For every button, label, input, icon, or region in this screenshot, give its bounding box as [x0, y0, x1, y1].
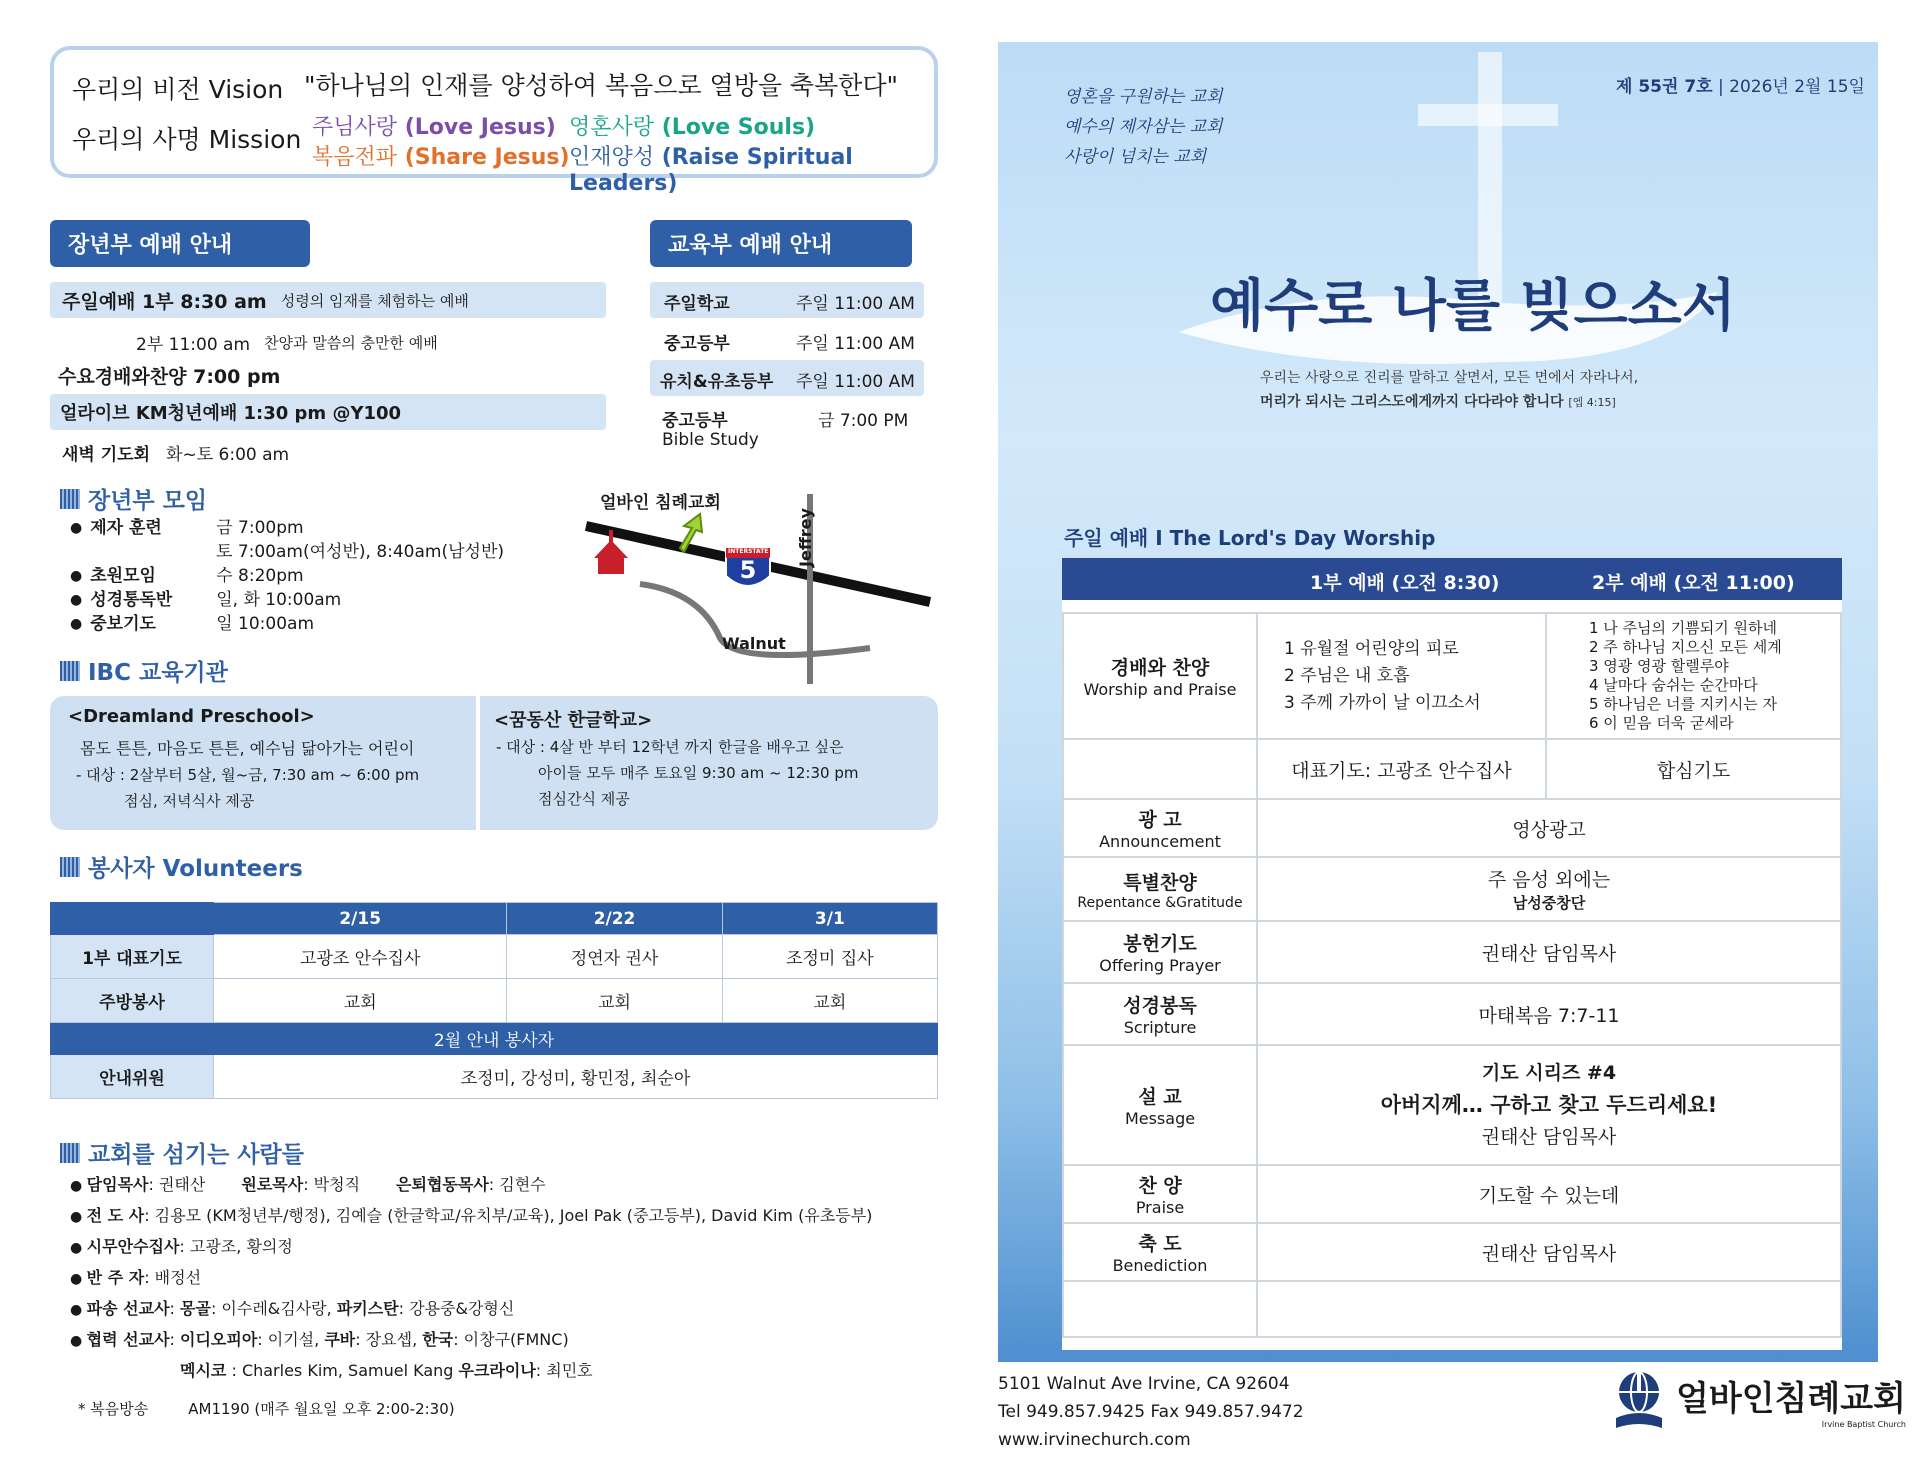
mission-item: 인재양성 (Raise Spiritual Leaders): [569, 145, 853, 196]
order-label: [1063, 739, 1257, 799]
staff-line: 멕시코 : Charles Kim, Samuel Kang 우크라이나: 최민호: [180, 1361, 593, 1380]
table-cell: 조정미 집사: [722, 935, 937, 979]
preschool-line: 몸도 튼튼, 마음도 튼튼, 예수님 닮아가는 어린이: [80, 739, 415, 758]
grid-icon: [60, 857, 80, 877]
staff-list: [70, 1170, 872, 1424]
broadcast-value: AM1190 (매주 월요일 오후 2:00-2:30): [188, 1400, 455, 1418]
meetings-list: [70, 516, 510, 636]
staff-title: 교회를 섬기는 사람들: [60, 1136, 304, 1169]
adult-worship-row: 새벽 기도회 화~토 6:00 am: [62, 445, 290, 465]
order-label: 축 도 Benediction: [1063, 1223, 1257, 1281]
preschool-line: 점심, 저녁식사 제공: [124, 792, 255, 810]
grid-icon: [60, 661, 80, 681]
date-header: 2/15: [214, 903, 507, 935]
table-cell: 교회: [722, 979, 937, 1023]
korean-school-name: <꿈동산 한글학교>: [494, 710, 653, 731]
table-cell: 정연자 권사: [507, 935, 722, 979]
mission-item: 주님사랑 (Love Jesus): [312, 115, 556, 140]
list-item: ● 제자 훈련 금 7:00pm: [70, 518, 304, 538]
order-value: 기도할 수 있는데: [1257, 1165, 1841, 1223]
adult-worship-row: 얼라이브 KM청년예배 1:30 pm @Y100: [50, 394, 606, 430]
volunteers-title: 봉사자 Volunteers: [60, 850, 303, 883]
grid-icon: [60, 489, 80, 509]
edu-worship-header: 교육부 예배 안내: [650, 220, 912, 267]
edu-row: 중고등부 주일 11:00 AM: [664, 334, 915, 354]
worship-title: 주일 예배 I The Lord's Day Worship: [1064, 526, 1436, 550]
order-label: 설 교 Message: [1063, 1045, 1257, 1165]
broadcast-label: * 복음방송: [78, 1400, 149, 1418]
order-label: 성경봉독 Scripture: [1063, 983, 1257, 1045]
adult-worship-header: 장년부 예배 안내: [50, 220, 310, 267]
edu-row: 주일학교 주일 11:00 AM: [650, 282, 924, 318]
list-item: ● 초원모임 수 8:20pm: [70, 566, 304, 586]
order-label: 찬 양 Praise: [1063, 1165, 1257, 1223]
staff-line: ● 파송 선교사: 몽골: 이수레&김사랑, 파키스탄: 강용중&강형신: [70, 1299, 515, 1318]
interstate-shield-icon: 5: [739, 556, 757, 584]
staff-line: ● 담임목사: 권태산 원로목사: 박청직 은퇴협동목사: 김현수: [70, 1175, 546, 1194]
edu-row: 유치&유초등부 주일 11:00 AM: [650, 360, 924, 396]
headline: 예수로 나를 빚으소서: [1210, 273, 1736, 339]
mission-label: 우리의 사명 Mission: [72, 125, 302, 154]
mission-item: 복음전파 (Share Jesus): [312, 145, 570, 170]
praise-list-2: 1 나 주님의 기쁨되기 원하네 2 주 하나님 지으신 모든 세계 3 영광 영광 할렐루야 4 날마다 숨쉬는 순간마다 5 하나님은 너를 지키시는 자 6 이 믿음 더욱 굳세라: [1546, 613, 1841, 739]
location-map: [580, 488, 940, 688]
prayer-2: 합심기도: [1546, 739, 1841, 799]
preschool-name: <Dreamland Preschool>: [68, 706, 315, 727]
order-value: 마태복음 7:7-11: [1257, 983, 1841, 1045]
staff-line: ● 전 도 사: 김용모 (KM청년부/행정), 김예슬 (한글학교/유치부/교육), Joel Pak (중고등부), David Kim (유초등부): [70, 1206, 873, 1225]
korean-school-line: - 대상 : 4살 반 부터 12학년 까지 한글을 배우고 싶은: [496, 738, 844, 756]
order-label: 봉헌기도 Offering Prayer: [1063, 921, 1257, 983]
list-item: 토 7:00am(여성반), 8:40am(남성반): [216, 542, 505, 562]
adult-worship-row: 주일예배 1부 8:30 am 성령의 임재를 체험하는 예배: [50, 282, 606, 318]
motto: 영혼을 구원하는 교회 예수의 제자삼는 교회 사랑이 넘치는 교회: [1064, 87, 1223, 167]
row-label: 안내위원: [51, 1055, 214, 1099]
month-banner: 2월 안내 봉사자: [51, 1023, 938, 1055]
address: 5101 Walnut Ave Irvine, CA 92604: [998, 1374, 1290, 1394]
adult-worship-row: 수요경배와찬양 7:00 pm: [58, 366, 281, 388]
table-cell: 조정미, 강성미, 황민정, 최순아: [214, 1055, 938, 1099]
phone: Tel 949.857.9425 Fax 949.857.9472: [998, 1402, 1304, 1422]
ibc-title: IBC 교육기관: [60, 654, 228, 687]
korean-school-line: 아이들 모두 매주 토요일 9:30 am ~ 12:30 pm: [538, 764, 859, 782]
row-label: 1부 대표기도: [51, 935, 214, 979]
volunteers-table: [50, 902, 938, 1099]
service-2-header: 2부 예배 (오전 11:00): [1592, 572, 1795, 594]
mission-item: 영혼사랑 (Love Souls): [569, 115, 816, 140]
staff-line: ● 협력 선교사: 이디오피아: 이기설, 쿠바: 장요셉, 한국: 이창구(FMNC): [70, 1330, 569, 1349]
preschool-line: - 대상 : 2살부터 5살, 월~금, 7:30 am ~ 6:00 pm: [76, 766, 420, 784]
table-cell: 교회: [507, 979, 722, 1023]
list-item: ● 성경통독반 일, 화 10:00am: [70, 590, 342, 610]
order-label: 경배와 찬양 Worship and Praise: [1063, 613, 1257, 739]
sermon: 기도 시리즈 #4 아버지께… 구하고 찾고 두드리세요! 권태산 담임목사: [1257, 1045, 1841, 1165]
website-link[interactable]: www.irvinechurch.com: [998, 1430, 1191, 1450]
ibc-panel: [50, 696, 938, 830]
edu-row: 중고등부 Bible Study 금 7:00 PM: [662, 411, 909, 450]
order-value: [1257, 1281, 1841, 1337]
order-value: 영상광고: [1257, 799, 1841, 857]
order-label: 광 고 Announcement: [1063, 799, 1257, 857]
order-value: 권태산 담임목사: [1257, 921, 1841, 983]
table-cell: 교회: [214, 979, 507, 1023]
date-header: 2/22: [507, 903, 722, 935]
worship-table-wrap: [1062, 558, 1842, 1350]
prayer-1: 대표기도: 고광조 안수집사: [1257, 739, 1546, 799]
street-walnut: Walnut: [722, 634, 786, 653]
grid-icon: [60, 1143, 80, 1163]
church-label: 얼바인 침례교회: [600, 493, 721, 513]
verse: 우리는 사랑으로 진리를 말하고 살면서, 모든 면에서 자라나서, 머리가 되시는 그리스도에게까지 다다라야 합니다 [엡 4:15]: [1260, 370, 1639, 410]
interstate-label: INTERSTATE: [728, 548, 769, 555]
vision-label: 우리의 비전 Vision: [72, 75, 284, 104]
street-jeffrey: Jeffrey: [795, 508, 815, 567]
meetings-title: 장년부 모임: [60, 482, 207, 515]
issue-info: 제 55권 7호 | 2026년 2월 15일: [1616, 77, 1865, 97]
row-label: 주방봉사: [51, 979, 214, 1023]
order-label: 특별찬양 Repentance &Gratitude: [1063, 857, 1257, 921]
praise-list-1: 1 유월절 어린양의 피로 2 주님은 내 호흡 3 주께 가까이 날 이끄소서: [1257, 613, 1546, 739]
order-value: 권태산 담임목사: [1257, 1223, 1841, 1281]
vision-box: [50, 46, 938, 196]
table-cell: 고광조 안수집사: [214, 935, 507, 979]
korean-school-line: 점심간식 제공: [538, 790, 630, 808]
globe-bible-icon: [1612, 1368, 1666, 1432]
staff-line: ● 시무안수집사: 고광조, 황의정: [70, 1237, 293, 1256]
date-header: 3/1: [722, 903, 937, 935]
vision-text: "하나님의 인재를 양성하여 복음으로 열방을 축복한다": [304, 71, 899, 100]
order-value: 주 음성 외에는 남성중창단: [1257, 857, 1841, 921]
service-1-header: 1부 예배 (오전 8:30): [1310, 572, 1500, 594]
worship-table: [1062, 612, 1842, 1338]
adult-worship-row: 2부 11:00 am 찬양과 말씀의 충만한 예배: [136, 334, 438, 355]
order-label: [1063, 1281, 1257, 1337]
list-item: ● 중보기도 일 10:00am: [70, 614, 315, 634]
footer-contact: [998, 1370, 1304, 1454]
church-logo: 얼바인침례교회 Irvine Baptist Church: [1612, 1368, 1906, 1432]
staff-line: ● 반 주 자: 배정선: [70, 1268, 202, 1287]
